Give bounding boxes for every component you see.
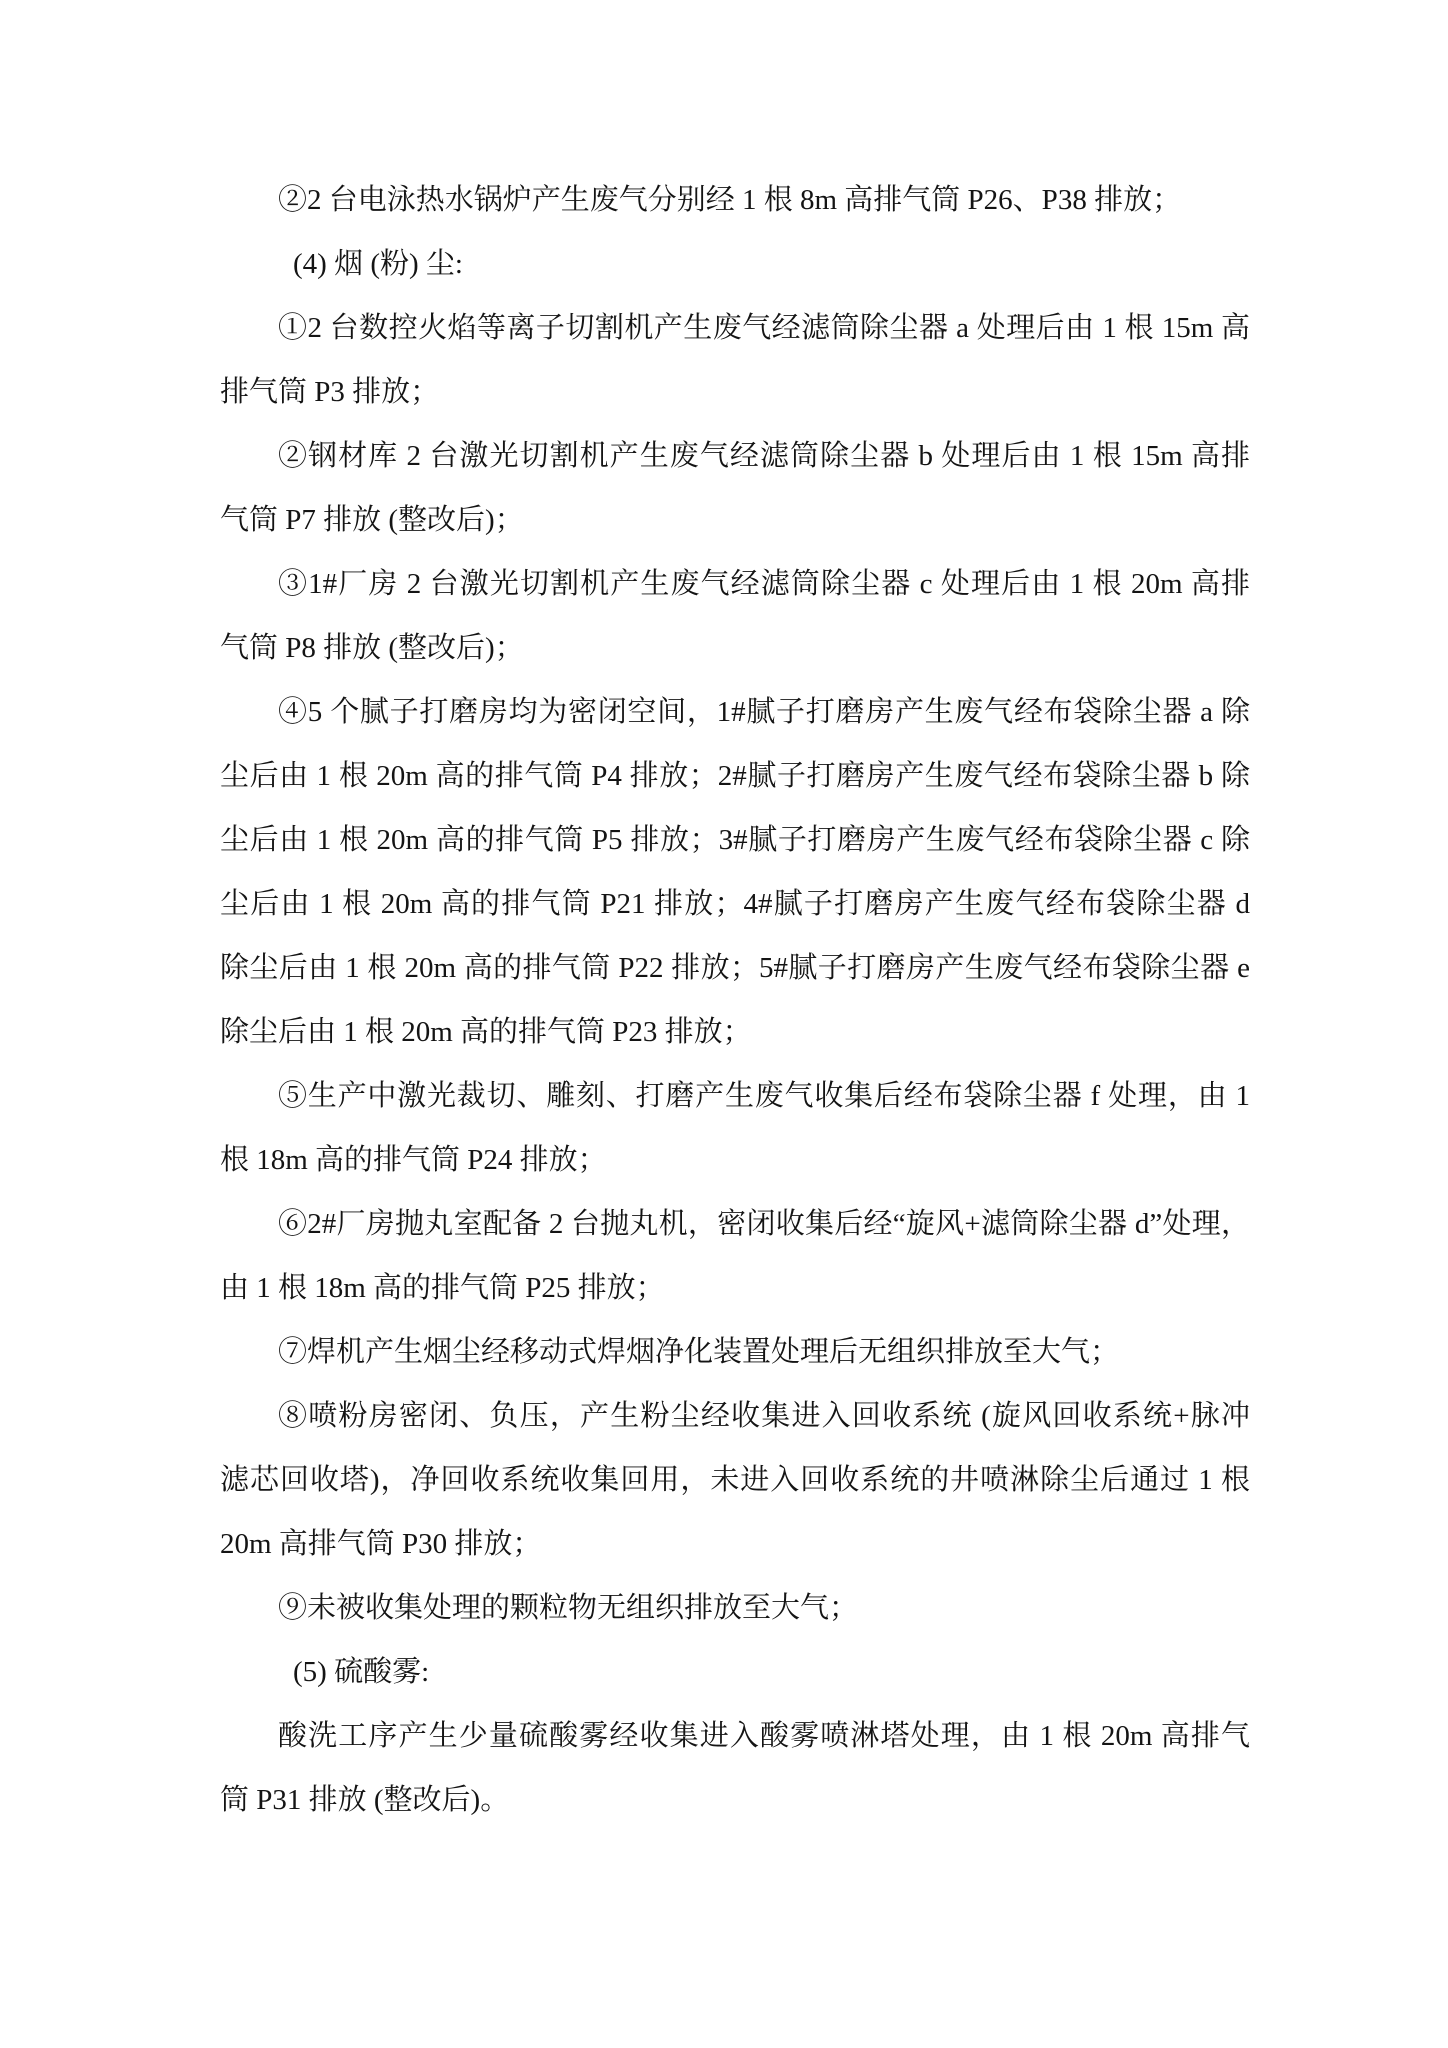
text-line: 根 18m 高的排气筒 P24 排放； xyxy=(220,1144,607,1176)
text-line: 由 1 根 18m 高的排气筒 P25 排放； xyxy=(220,1272,665,1304)
paragraph xyxy=(220,1704,1250,1832)
text-line: ②2 台电泳热水锅炉产生废气分别经 1 根 8m 高排气筒 P26、P38 排放； xyxy=(278,184,1182,216)
text-line: 除尘后由 1 根 20m 高的排气筒 P23 排放； xyxy=(220,1016,752,1048)
text-line: 尘后由 1 根 20m 高的排气筒 P4 排放；2#腻子打磨房产生废气经布袋除尘器 b 除 xyxy=(220,760,1250,792)
text-line: 筒 P31 排放 (整改后)。 xyxy=(220,1784,510,1816)
section-heading xyxy=(220,232,1250,296)
paragraph xyxy=(220,1384,1250,1576)
text-line: ⑨未被收集处理的颗粒物无组织排放至大气； xyxy=(278,1592,859,1624)
paragraph xyxy=(220,424,1250,552)
text-line: 排气筒 P3 排放； xyxy=(220,376,440,408)
text-line: ⑥2#厂房抛丸室配备 2 台抛丸机，密闭收集后经“旋风+滤筒除尘器 d”处理， xyxy=(278,1208,1250,1240)
text-block xyxy=(220,168,1250,1832)
text-line: ④5 个腻子打磨房均为密闭空间，1#腻子打磨房产生废气经布袋除尘器 a 除 xyxy=(278,696,1250,728)
text-line: 20m 高排气筒 P30 排放； xyxy=(220,1528,542,1560)
text-line: 滤芯回收塔)，净回收系统收集回用，未进入回收系统的井喷淋除尘后通过 1 根 xyxy=(220,1464,1250,1496)
paragraph xyxy=(220,1192,1250,1320)
paragraph xyxy=(220,1576,1250,1640)
text-line: ②钢材库 2 台激光切割机产生废气经滤筒除尘器 b 处理后由 1 根 15m 高排 xyxy=(278,440,1250,472)
text-line: ①2 台数控火焰等离子切割机产生废气经滤筒除尘器 a 处理后由 1 根 15m 高 xyxy=(278,312,1250,344)
text-line: ⑧喷粉房密闭、负压，产生粉尘经收集进入回收系统 (旋风回收系统+脉冲 xyxy=(278,1400,1250,1432)
paragraph xyxy=(220,1320,1250,1384)
text-line: 气筒 P7 排放 (整改后)； xyxy=(220,504,524,536)
text-line: (5) 硫酸雾: xyxy=(293,1656,430,1688)
text-line: ⑤生产中激光裁切、雕刻、打磨产生废气收集后经布袋除尘器 f 处理，由 1 xyxy=(278,1080,1250,1112)
text-line: (4) 烟 (粉) 尘: xyxy=(293,248,463,280)
text-line: ⑦焊机产生烟尘经移动式焊烟净化装置处理后无组织排放至大气； xyxy=(278,1336,1120,1368)
text-line: 除尘后由 1 根 20m 高的排气筒 P22 排放；5#腻子打磨房产生废气经布袋除尘器 e xyxy=(220,952,1250,984)
paragraph xyxy=(220,168,1250,232)
text-line: 尘后由 1 根 20m 高的排气筒 P21 排放；4#腻子打磨房产生废气经布袋除尘器 d xyxy=(220,888,1250,920)
text-line: 气筒 P8 排放 (整改后)； xyxy=(220,632,524,664)
paragraph xyxy=(220,296,1250,424)
text-line: ③1#厂房 2 台激光切割机产生废气经滤筒除尘器 c 处理后由 1 根 20m 高排 xyxy=(278,568,1250,600)
paragraph xyxy=(220,680,1250,1064)
section-heading xyxy=(220,1640,1250,1704)
text-line: 尘后由 1 根 20m 高的排气筒 P5 排放；3#腻子打磨房产生废气经布袋除尘器 c 除 xyxy=(220,824,1250,856)
paragraph xyxy=(220,552,1250,680)
text-line: 酸洗工序产生少量硫酸雾经收集进入酸雾喷淋塔处理，由 1 根 20m 高排气 xyxy=(278,1720,1250,1752)
paragraph xyxy=(220,1064,1250,1192)
